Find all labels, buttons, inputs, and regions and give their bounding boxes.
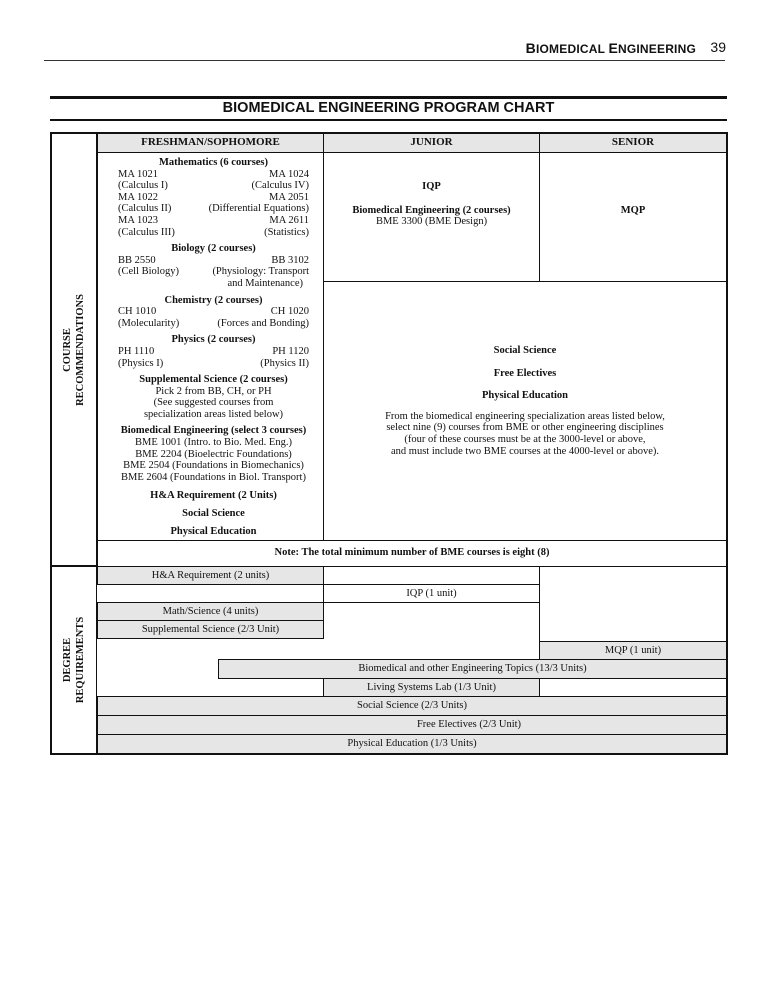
math-course-left: (Calculus III) (118, 226, 175, 238)
bme-course: BME 2504 (Foundations in Biomechanics) (123, 460, 304, 472)
math-course-left: MA 1022 (118, 191, 158, 203)
physical-education: Physical Education (170, 525, 257, 537)
physics-course-row (118, 358, 309, 370)
electives-pe: Physical Education (481, 390, 569, 402)
junior-bme-heading: Biomedical Engineering (2 courses) (352, 204, 511, 216)
physics-course-left: (Physics I) (118, 357, 164, 369)
supplemental-line: (See suggested courses from (153, 397, 274, 409)
degree-requirements-label: DEGREE REQUIREMENTS (50, 566, 97, 755)
chemistry-course-left: (Molecularity) (118, 317, 180, 329)
electives-social: Social Science (493, 345, 557, 356)
col-header-junior: JUNIOR (323, 132, 540, 153)
chemistry-course-row (118, 318, 309, 330)
bme-course: BME 2204 (Bioelectric Foundations) (135, 448, 292, 460)
ha-requirement: H&A Requirement (2 Units) (150, 490, 277, 502)
col-header-freshman: FRESHMAN/SOPHOMORE (97, 132, 324, 153)
title-rule-top (50, 96, 727, 99)
physics-course-left: PH 1110 (118, 345, 155, 357)
bme-heading: Biomedical Engineering (select 3 courses) (120, 425, 307, 437)
math-course-left: (Calculus II) (118, 203, 172, 215)
running-title: BIOMEDICAL ENGINEERING (525, 40, 696, 56)
col-header-senior: SENIOR (539, 132, 728, 153)
electives-paragraph: From the biomedical engineering specialization areas listed below, select nine (9) courses from BME or other engineering disciplines (four of these courses must be at the 3000-level or above, and must include two BME courses at the 4000-level or above). (385, 410, 665, 457)
course-recommendations-label: COURSE RECOMMENDATIONS (50, 132, 97, 566)
junior-cell (323, 152, 540, 282)
math-course-row (118, 169, 309, 181)
bar-bme-topics: Biomedical and other Engineering Topics (13/3 Units) (218, 659, 728, 679)
social-science: Social Science (182, 508, 245, 520)
biology-course-left: BB 2550 (118, 254, 156, 266)
math-course-row (118, 180, 309, 192)
electives-free: Free Electives (493, 367, 557, 379)
bar-social-science: Social Science (2/3 Units) (97, 696, 728, 716)
bme-course: BME 1001 (Intro. to Bio. Med. Eng.) (135, 437, 292, 449)
bme-note: Note: The total minimum number of BME courses is eight (8) (97, 540, 728, 567)
math-course-right: MA 1024 (269, 168, 309, 180)
biology-course-row (118, 266, 309, 278)
bar-iqp: IQP (1 unit) (323, 584, 540, 603)
math-course-right: MA 2611 (269, 214, 309, 226)
junior-bme-course: BME 3300 (BME Design) (375, 216, 488, 228)
math-course-right: (Calculus IV) (251, 180, 309, 192)
header-rule (44, 60, 725, 61)
physics-course-row (118, 346, 309, 358)
biology-heading: Biology (2 courses) (171, 243, 256, 255)
physics-course-right: (Physics II) (260, 357, 309, 369)
math-course-row (118, 203, 309, 215)
chemistry-course-left: CH 1010 (118, 306, 157, 318)
bar-ha: H&A Requirement (2 units) (97, 566, 324, 585)
chart-title: BIOMEDICAL ENGINEERING PROGRAM CHART (222, 100, 555, 116)
biology-tail: and Maintenance) (227, 277, 303, 289)
bar-junior-blank (323, 566, 540, 585)
physics-heading: Physics (2 courses) (171, 334, 256, 346)
math-course-row (118, 215, 309, 227)
title-rule-bottom (50, 119, 727, 121)
bar-living-systems-lab: Living Systems Lab (1/3 Unit) (323, 678, 540, 697)
math-heading: Mathematics (6 courses) (158, 157, 269, 168)
senior-mqp: MQP (620, 205, 646, 216)
bar-physical-education: Physical Education (1/3 Units) (97, 734, 728, 755)
math-course-left: MA 1023 (118, 214, 158, 226)
math-course-row (118, 227, 309, 239)
page-number: 39 (710, 39, 726, 55)
biology-course-right: BB 3102 (271, 254, 309, 266)
biology-course-right: (Physiology: Transport (212, 266, 309, 278)
bar-mqp: MQP (1 unit) (539, 641, 728, 660)
biology-course-left: (Cell Biology) (118, 266, 179, 278)
supplemental-line: Pick 2 from BB, CH, or PH (155, 385, 272, 397)
senior-cell (539, 152, 728, 282)
biology-course-row (118, 255, 309, 267)
supplemental-line: specialization areas listed below) (143, 408, 284, 420)
bar-math: Math/Science (4 units) (97, 602, 324, 621)
chemistry-course-right: CH 1020 (270, 306, 309, 318)
junior-iqp: IQP (422, 181, 441, 192)
chemistry-course-row (118, 306, 309, 318)
page-header (0, 34, 768, 62)
bar-free-electives: Free Electives (2/3 Unit) (97, 715, 728, 735)
math-course-row (118, 192, 309, 204)
supplemental-heading: Supplemental Science (2 courses) (139, 374, 288, 386)
math-course-left: MA 1021 (118, 168, 158, 180)
bar-supplemental: Supplemental Science (2/3 Unit) (97, 620, 324, 639)
bar-senior-blank (539, 566, 728, 642)
electives-cell (323, 281, 728, 541)
math-course-right: (Differential Equations) (208, 203, 309, 215)
math-course-right: (Statistics) (264, 226, 309, 238)
bme-course: BME 2604 (Foundations in Biol. Transport) (121, 471, 306, 483)
chemistry-heading: Chemistry (2 courses) (164, 294, 263, 306)
math-course-left: (Calculus I) (118, 180, 168, 192)
math-course-right: MA 2051 (269, 191, 309, 203)
freshman-cell (97, 152, 324, 541)
physics-course-right: PH 1120 (272, 345, 309, 357)
chemistry-course-right: (Forces and Bonding) (217, 317, 309, 329)
